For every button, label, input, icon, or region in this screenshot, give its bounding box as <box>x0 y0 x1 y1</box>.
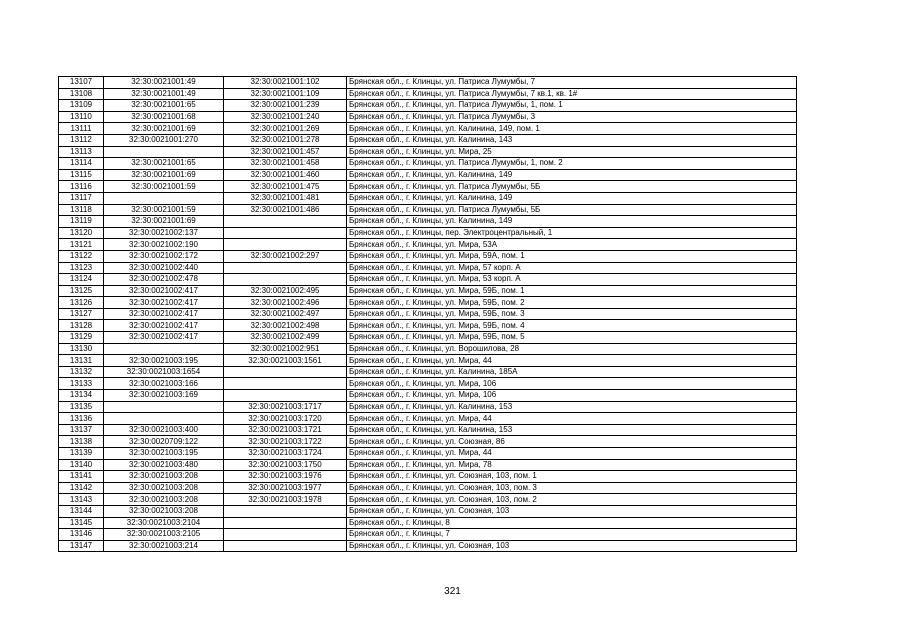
address-cell: Брянская обл., г. Клинцы, ул. Калинина, 143 <box>347 134 797 146</box>
row-number-cell: 13142 <box>59 482 104 494</box>
address-cell: Брянская обл., г. Клинцы, ул. Мира, 59Б, пом. 4 <box>347 320 797 332</box>
address-cell: Брянская обл., г. Клинцы, ул. Мира, 59Б, пом. 1 <box>347 285 797 297</box>
row-number-cell: 13113 <box>59 146 104 158</box>
object-cadastral-cell <box>224 517 347 529</box>
address-cell: Брянская обл., г. Клинцы, 7 <box>347 529 797 541</box>
table-row <box>59 169 797 181</box>
row-number-cell: 13134 <box>59 390 104 402</box>
table-row <box>59 424 797 436</box>
address-cell: Брянская обл., г. Клинцы, ул. Мира, 25 <box>347 146 797 158</box>
address-cell: Брянская обл., г. Клинцы, ул. Мира, 106 <box>347 378 797 390</box>
address-cell: Брянская обл., г. Клинцы, ул. Калинина, 153 <box>347 424 797 436</box>
object-cadastral-cell <box>224 216 347 228</box>
land-plot-cadastral-cell: 32:30:0021001:270 <box>104 134 224 146</box>
table-row <box>59 540 797 552</box>
object-cadastral-cell: 32:30:0021003:1721 <box>224 424 347 436</box>
address-cell: Брянская обл., г. Клинцы, ул. Союзная, 103 <box>347 505 797 517</box>
object-cadastral-cell <box>224 366 347 378</box>
row-number-cell: 13144 <box>59 505 104 517</box>
table-row <box>59 332 797 344</box>
table-row <box>59 517 797 529</box>
table-row <box>59 459 797 471</box>
table-row <box>59 505 797 517</box>
object-cadastral-cell: 32:30:0021002:498 <box>224 320 347 332</box>
land-plot-cadastral-cell: 32:30:0021003:400 <box>104 424 224 436</box>
address-cell: Брянская обл., г. Клинцы, ул. Мира, 44 <box>347 355 797 367</box>
object-cadastral-cell: 32:30:0021002:495 <box>224 285 347 297</box>
address-cell: Брянская обл., г. Клинцы, ул. Калинина, 153 <box>347 401 797 413</box>
object-cadastral-cell <box>224 378 347 390</box>
land-plot-cadastral-cell: 32:30:0021001:65 <box>104 100 224 112</box>
table-row <box>59 320 797 332</box>
row-number-cell: 13112 <box>59 134 104 146</box>
table-row <box>59 88 797 100</box>
table-row <box>59 239 797 251</box>
row-number-cell: 13135 <box>59 401 104 413</box>
land-plot-cadastral-cell: 32:30:0021003:1654 <box>104 366 224 378</box>
object-cadastral-cell: 32:30:0021001:486 <box>224 204 347 216</box>
row-number-cell: 13133 <box>59 378 104 390</box>
object-cadastral-cell: 32:30:0021003:1722 <box>224 436 347 448</box>
land-plot-cadastral-cell: 32:30:0021003:208 <box>104 471 224 483</box>
row-number-cell: 13107 <box>59 77 104 89</box>
address-cell: Брянская обл., г. Клинцы, ул. Мира, 44 <box>347 448 797 460</box>
row-number-cell: 13108 <box>59 88 104 100</box>
address-cell: Брянская обл., г. Клинцы, ул. Патриса Лумумбы, 1, пом. 2 <box>347 158 797 170</box>
row-number-cell: 13126 <box>59 297 104 309</box>
address-cell: Брянская обл., г. Клинцы, ул. Ворошилова, 28 <box>347 343 797 355</box>
table-row <box>59 146 797 158</box>
land-plot-cadastral-cell: 32:30:0021002:417 <box>104 297 224 309</box>
object-cadastral-cell: 32:30:0021001:240 <box>224 111 347 123</box>
address-cell: Брянская обл., г. Клинцы, ул. Мира, 59Б, пом. 2 <box>347 297 797 309</box>
row-number-cell: 13130 <box>59 343 104 355</box>
address-cell: Брянская обл., г. Клинцы, ул. Мира, 53А <box>347 239 797 251</box>
table-row <box>59 250 797 262</box>
table-row <box>59 285 797 297</box>
object-cadastral-cell: 32:30:0021001:102 <box>224 77 347 89</box>
land-plot-cadastral-cell <box>104 343 224 355</box>
land-plot-cadastral-cell: 32:30:0021001:49 <box>104 88 224 100</box>
table-row <box>59 297 797 309</box>
object-cadastral-cell: 32:30:0021003:1561 <box>224 355 347 367</box>
row-number-cell: 13111 <box>59 123 104 135</box>
row-number-cell: 13110 <box>59 111 104 123</box>
row-number-cell: 13124 <box>59 274 104 286</box>
table-row <box>59 355 797 367</box>
address-cell: Брянская обл., г. Клинцы, ул. Калинина, 149, пом. 1 <box>347 123 797 135</box>
table-row <box>59 181 797 193</box>
row-number-cell: 13129 <box>59 332 104 344</box>
table-row <box>59 436 797 448</box>
row-number-cell: 13109 <box>59 100 104 112</box>
address-cell: Брянская обл., г. Клинцы, ул. Союзная, 103 <box>347 540 797 552</box>
table-row <box>59 401 797 413</box>
table-row <box>59 494 797 506</box>
row-number-cell: 13139 <box>59 448 104 460</box>
row-number-cell: 13115 <box>59 169 104 181</box>
land-plot-cadastral-cell: 32:30:0021002:172 <box>104 250 224 262</box>
land-plot-cadastral-cell <box>104 146 224 158</box>
object-cadastral-cell: 32:30:0021001:109 <box>224 88 347 100</box>
registry-table <box>58 76 797 552</box>
row-number-cell: 13125 <box>59 285 104 297</box>
object-cadastral-cell: 32:30:0021002:297 <box>224 250 347 262</box>
address-cell: Брянская обл., г. Клинцы, ул. Калинина, 149 <box>347 216 797 228</box>
address-cell: Брянская обл., г. Клинцы, ул. Мира, 53 корп. А <box>347 274 797 286</box>
land-plot-cadastral-cell: 32:30:0021003:214 <box>104 540 224 552</box>
object-cadastral-cell: 32:30:0021001:475 <box>224 181 347 193</box>
address-cell: Брянская обл., г. Клинцы, ул. Калинина, 149 <box>347 169 797 181</box>
object-cadastral-cell: 32:30:0021001:239 <box>224 100 347 112</box>
object-cadastral-cell: 32:30:0021002:496 <box>224 297 347 309</box>
object-cadastral-cell <box>224 390 347 402</box>
table-row <box>59 77 797 89</box>
table-row <box>59 343 797 355</box>
row-number-cell: 13131 <box>59 355 104 367</box>
table-row <box>59 274 797 286</box>
registry-table-body <box>59 77 797 552</box>
object-cadastral-cell: 32:30:0021002:497 <box>224 308 347 320</box>
object-cadastral-cell: 32:30:0021003:1724 <box>224 448 347 460</box>
land-plot-cadastral-cell: 32:30:0020709:122 <box>104 436 224 448</box>
object-cadastral-cell: 32:30:0021003:1976 <box>224 471 347 483</box>
row-number-cell: 13147 <box>59 540 104 552</box>
land-plot-cadastral-cell: 32:30:0021002:417 <box>104 308 224 320</box>
row-number-cell: 13143 <box>59 494 104 506</box>
object-cadastral-cell: 32:30:0021001:458 <box>224 158 347 170</box>
land-plot-cadastral-cell: 32:30:0021002:417 <box>104 332 224 344</box>
land-plot-cadastral-cell: 32:30:0021002:190 <box>104 239 224 251</box>
object-cadastral-cell: 32:30:0021003:1750 <box>224 459 347 471</box>
address-cell: Брянская обл., г. Клинцы, ул. Союзная, 86 <box>347 436 797 448</box>
land-plot-cadastral-cell: 32:30:0021003:195 <box>104 448 224 460</box>
row-number-cell: 13118 <box>59 204 104 216</box>
table-row <box>59 366 797 378</box>
row-number-cell: 13123 <box>59 262 104 274</box>
address-cell: Брянская обл., г. Клинцы, ул. Патриса Лумумбы, 1, пом. 1 <box>347 100 797 112</box>
land-plot-cadastral-cell: 32:30:0021003:208 <box>104 494 224 506</box>
row-number-cell: 13128 <box>59 320 104 332</box>
object-cadastral-cell <box>224 274 347 286</box>
land-plot-cadastral-cell: 32:30:0021003:169 <box>104 390 224 402</box>
row-number-cell: 13145 <box>59 517 104 529</box>
object-cadastral-cell: 32:30:0021001:481 <box>224 192 347 204</box>
object-cadastral-cell: 32:30:0021003:1717 <box>224 401 347 413</box>
land-plot-cadastral-cell: 32:30:0021001:69 <box>104 169 224 181</box>
table-row <box>59 482 797 494</box>
table-row <box>59 448 797 460</box>
row-number-cell: 13140 <box>59 459 104 471</box>
page-number: 321 <box>444 586 461 597</box>
address-cell: Брянская обл., г. Клинцы, ул. Мира, 44 <box>347 413 797 425</box>
land-plot-cadastral-cell: 32:30:0021002:440 <box>104 262 224 274</box>
address-cell: Брянская обл., г. Клинцы, ул. Патриса Лумумбы, 5Б <box>347 204 797 216</box>
land-plot-cadastral-cell: 32:30:0021001:68 <box>104 111 224 123</box>
address-cell: Брянская обл., г. Клинцы, ул. Патриса Лумумбы, 5Б <box>347 181 797 193</box>
address-cell: Брянская обл., г. Клинцы, ул. Калинина, 149 <box>347 192 797 204</box>
row-number-cell: 13122 <box>59 250 104 262</box>
land-plot-cadastral-cell: 32:30:0021003:166 <box>104 378 224 390</box>
land-plot-cadastral-cell <box>104 413 224 425</box>
land-plot-cadastral-cell: 32:30:0021003:2105 <box>104 529 224 541</box>
address-cell: Брянская обл., г. Клинцы, ул. Союзная, 103, пом. 1 <box>347 471 797 483</box>
land-plot-cadastral-cell: 32:30:0021003:480 <box>104 459 224 471</box>
table-row <box>59 529 797 541</box>
address-cell: Брянская обл., г. Клинцы, ул. Патриса Лумумбы, 3 <box>347 111 797 123</box>
table-row <box>59 262 797 274</box>
table-row <box>59 192 797 204</box>
land-plot-cadastral-cell: 32:30:0021002:417 <box>104 285 224 297</box>
table-row <box>59 471 797 483</box>
object-cadastral-cell: 32:30:0021001:457 <box>224 146 347 158</box>
row-number-cell: 13120 <box>59 227 104 239</box>
object-cadastral-cell <box>224 262 347 274</box>
object-cadastral-cell <box>224 540 347 552</box>
row-number-cell: 13121 <box>59 239 104 251</box>
object-cadastral-cell: 32:30:0021001:278 <box>224 134 347 146</box>
table-row <box>59 100 797 112</box>
table-row <box>59 204 797 216</box>
address-cell: Брянская обл., г. Клинцы, ул. Патриса Лумумбы, 7 кв.1, кв. 1# <box>347 88 797 100</box>
object-cadastral-cell <box>224 227 347 239</box>
land-plot-cadastral-cell: 32:30:0021002:137 <box>104 227 224 239</box>
land-plot-cadastral-cell: 32:30:0021003:2104 <box>104 517 224 529</box>
address-cell: Брянская обл., г. Клинцы, ул. Союзная, 103, пом. 2 <box>347 494 797 506</box>
land-plot-cadastral-cell: 32:30:0021002:417 <box>104 320 224 332</box>
row-number-cell: 13146 <box>59 529 104 541</box>
object-cadastral-cell: 32:30:0021003:1720 <box>224 413 347 425</box>
address-cell: Брянская обл., г. Клинцы, 8 <box>347 517 797 529</box>
land-plot-cadastral-cell <box>104 192 224 204</box>
address-cell: Брянская обл., г. Клинцы, ул. Союзная, 103, пом. 3 <box>347 482 797 494</box>
table-row <box>59 134 797 146</box>
address-cell: Брянская обл., г. Клинцы, ул. Мира, 57 корп. А <box>347 262 797 274</box>
table-row <box>59 378 797 390</box>
object-cadastral-cell <box>224 505 347 517</box>
row-number-cell: 13117 <box>59 192 104 204</box>
object-cadastral-cell: 32:30:0021001:460 <box>224 169 347 181</box>
address-cell: Брянская обл., г. Клинцы, пер. Электроцентральный, 1 <box>347 227 797 239</box>
object-cadastral-cell <box>224 239 347 251</box>
table-row <box>59 227 797 239</box>
row-number-cell: 13132 <box>59 366 104 378</box>
address-cell: Брянская обл., г. Клинцы, ул. Патриса Лумумбы, 7 <box>347 77 797 89</box>
table-row <box>59 123 797 135</box>
row-number-cell: 13116 <box>59 181 104 193</box>
land-plot-cadastral-cell: 32:30:0021001:69 <box>104 123 224 135</box>
row-number-cell: 13136 <box>59 413 104 425</box>
row-number-cell: 13138 <box>59 436 104 448</box>
land-plot-cadastral-cell: 32:30:0021001:59 <box>104 204 224 216</box>
land-plot-cadastral-cell: 32:30:0021003:195 <box>104 355 224 367</box>
table-row <box>59 111 797 123</box>
address-cell: Брянская обл., г. Клинцы, ул. Калинина, 185А <box>347 366 797 378</box>
land-plot-cadastral-cell: 32:30:0021003:208 <box>104 482 224 494</box>
object-cadastral-cell: 32:30:0021001:269 <box>224 123 347 135</box>
object-cadastral-cell: 32:30:0021003:1978 <box>224 494 347 506</box>
address-cell: Брянская обл., г. Клинцы, ул. Мира, 78 <box>347 459 797 471</box>
land-plot-cadastral-cell <box>104 401 224 413</box>
address-cell: Брянская обл., г. Клинцы, ул. Мира, 59Б, пом. 3 <box>347 308 797 320</box>
row-number-cell: 13119 <box>59 216 104 228</box>
address-cell: Брянская обл., г. Клинцы, ул. Мира, 59Б, пом. 5 <box>347 332 797 344</box>
object-cadastral-cell: 32:30:0021002:499 <box>224 332 347 344</box>
object-cadastral-cell: 32:30:0021003:1977 <box>224 482 347 494</box>
land-plot-cadastral-cell: 32:30:0021003:208 <box>104 505 224 517</box>
object-cadastral-cell: 32:30:0021002:951 <box>224 343 347 355</box>
row-number-cell: 13127 <box>59 308 104 320</box>
address-cell: Брянская обл., г. Клинцы, ул. Мира, 59А, пом. 1 <box>347 250 797 262</box>
land-plot-cadastral-cell: 32:30:0021001:59 <box>104 181 224 193</box>
address-cell: Брянская обл., г. Клинцы, ул. Мира, 106 <box>347 390 797 402</box>
row-number-cell: 13137 <box>59 424 104 436</box>
table-row <box>59 308 797 320</box>
land-plot-cadastral-cell: 32:30:0021002:478 <box>104 274 224 286</box>
row-number-cell: 13141 <box>59 471 104 483</box>
object-cadastral-cell <box>224 529 347 541</box>
land-plot-cadastral-cell: 32:30:0021001:65 <box>104 158 224 170</box>
table-row <box>59 413 797 425</box>
row-number-cell: 13114 <box>59 158 104 170</box>
table-row <box>59 216 797 228</box>
land-plot-cadastral-cell: 32:30:0021001:49 <box>104 77 224 89</box>
table-row <box>59 390 797 402</box>
land-plot-cadastral-cell: 32:30:0021001:69 <box>104 216 224 228</box>
table-row <box>59 158 797 170</box>
